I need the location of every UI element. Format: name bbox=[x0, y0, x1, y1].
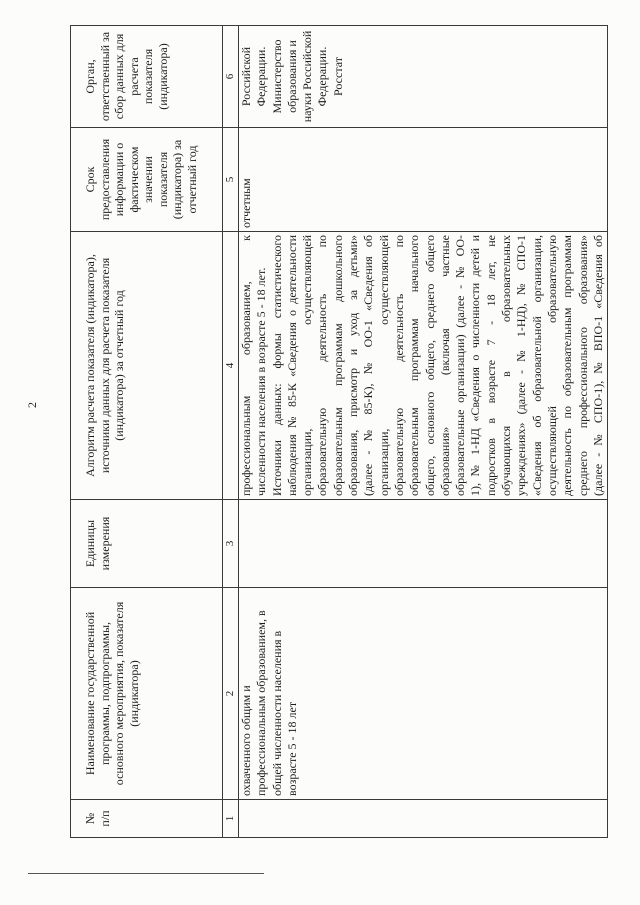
column-number: 5 bbox=[223, 128, 238, 231]
algorithm-line: организации, осуществляющей bbox=[300, 235, 315, 496]
header-line: (индикатора) bbox=[126, 660, 141, 727]
algorithm-line: учреждениях» (далее - № 1-НД), № СПО-1 bbox=[514, 235, 529, 496]
column-number: 2 bbox=[223, 588, 238, 799]
page-number: 2 bbox=[25, 402, 39, 408]
indicator-table bbox=[70, 25, 608, 838]
column-number: 4 bbox=[223, 232, 238, 499]
header-line: ответственный за bbox=[97, 31, 112, 122]
header-line: отчетный год bbox=[184, 145, 199, 214]
row-unit-cell bbox=[239, 500, 607, 587]
column-number: 6 bbox=[223, 26, 238, 127]
header-line: (индикатора) за bbox=[170, 139, 184, 220]
algorithm-line: численности населения в возрасте 5 - 18 лет. bbox=[254, 267, 269, 496]
algorithm-line: (далее - № 85-К), № ОО-1 «Сведения об bbox=[361, 235, 376, 496]
algorithm-line: образования» (включая частные bbox=[437, 235, 452, 496]
algorithm-line: образования, присмотр и уход за детьми» bbox=[346, 235, 361, 496]
header-line: расчета bbox=[126, 57, 141, 96]
footer-rule bbox=[28, 873, 264, 874]
algorithm-line: наблюдения № 85-К «Сведения о деятельности bbox=[284, 235, 299, 496]
algorithm-line: обучающихся в образовательных bbox=[499, 235, 514, 496]
header-line: измерения bbox=[97, 516, 112, 571]
name-line: охваченного общим и bbox=[239, 685, 253, 796]
responsible-line: Росстат bbox=[330, 57, 345, 96]
rotated-table-sheet bbox=[70, 25, 608, 838]
column-number: 1 bbox=[223, 800, 238, 837]
header-line: основного мероприятия, показателя bbox=[112, 601, 126, 786]
responsible-line: Министерство bbox=[269, 39, 284, 114]
header-line: показателя bbox=[155, 151, 170, 208]
header-line: фактическом bbox=[126, 146, 141, 213]
algorithm-line: организации, осуществляющей bbox=[376, 235, 391, 496]
header-line: Алгоритм расчета показателя (индикатора), bbox=[83, 254, 97, 477]
algorithm-line: осуществляющей образовательную bbox=[544, 235, 559, 496]
header-line: сбор данных для bbox=[112, 33, 126, 120]
algorithm-line: образовательным программам начального bbox=[407, 235, 422, 496]
header-line: показателя bbox=[141, 48, 155, 105]
header-cell-name bbox=[71, 588, 222, 799]
name-line: профессиональным образованием, в bbox=[254, 610, 269, 796]
column-number: 3 bbox=[223, 500, 238, 587]
algorithm-line: образовательную деятельность по bbox=[391, 235, 406, 496]
algorithm-line: Источники данных: формы статистического bbox=[269, 235, 284, 496]
header-line: Наименование государственной bbox=[83, 611, 97, 776]
algorithm-line: профессиональным образованием, к bbox=[239, 235, 253, 496]
row-name-cell bbox=[239, 588, 607, 799]
header-line: программы, подпрограммы, bbox=[97, 621, 112, 766]
header-line: (индикатора) за отчетный год bbox=[112, 290, 126, 441]
header-line: п/п bbox=[97, 810, 112, 827]
header-line: (индикатора) bbox=[155, 43, 170, 110]
row-responsible-cell bbox=[239, 26, 607, 127]
algorithm-line: образовательные организации) (далее - № ОО- bbox=[453, 235, 468, 496]
header-cell-algorithm bbox=[71, 232, 222, 499]
row-deadline-cell bbox=[239, 128, 607, 231]
header-line: Единицы bbox=[83, 519, 97, 568]
header-line: предоставления bbox=[97, 138, 112, 221]
responsible-line: образования и bbox=[284, 40, 299, 113]
header-line: информации о bbox=[112, 142, 126, 217]
algorithm-line: общего, основного общего, среднего общего bbox=[422, 235, 437, 496]
algorithm-line: среднего профессионального образования» bbox=[575, 235, 590, 496]
algorithm-line: 1), № 1-НД «Сведения о численности детей и bbox=[468, 235, 483, 496]
row-algorithm-cell bbox=[239, 232, 607, 499]
header-cell-deadline bbox=[71, 128, 222, 231]
deadline-line: отчетным bbox=[239, 178, 253, 228]
header-cell-number bbox=[71, 800, 222, 837]
algorithm-line: подростков в возрасте 7 - 18 лет, не bbox=[483, 235, 498, 496]
header-line: источники данных для расчета показателя bbox=[97, 257, 112, 474]
responsible-line: науки Российской bbox=[300, 30, 315, 123]
header-line: значении bbox=[141, 156, 155, 203]
name-line: общей численности населения в bbox=[269, 630, 284, 796]
responsible-line: Федерации. bbox=[315, 46, 330, 107]
name-line: возрасте 5 - 18 лет bbox=[284, 701, 299, 796]
algorithm-line: «Сведения об образовательной организации, bbox=[529, 235, 544, 496]
algorithm-line: (далее - № СПО-1), № ВПО-1 «Сведения об bbox=[590, 235, 605, 496]
header-line: Орган, bbox=[83, 59, 97, 94]
algorithm-line: образовательную деятельность по bbox=[315, 235, 330, 496]
row-number-cell bbox=[239, 800, 607, 837]
header-line: № bbox=[83, 812, 97, 825]
header-cell-unit bbox=[71, 500, 222, 587]
algorithm-line: деятельность по образовательным программам bbox=[560, 235, 575, 496]
header-cell-responsible bbox=[71, 26, 222, 127]
responsible-line: Федерации. bbox=[254, 46, 269, 107]
algorithm-line: образовательным программам дошкольного bbox=[330, 235, 345, 496]
header-line: Срок bbox=[83, 166, 97, 193]
responsible-line: Российской bbox=[239, 46, 253, 107]
